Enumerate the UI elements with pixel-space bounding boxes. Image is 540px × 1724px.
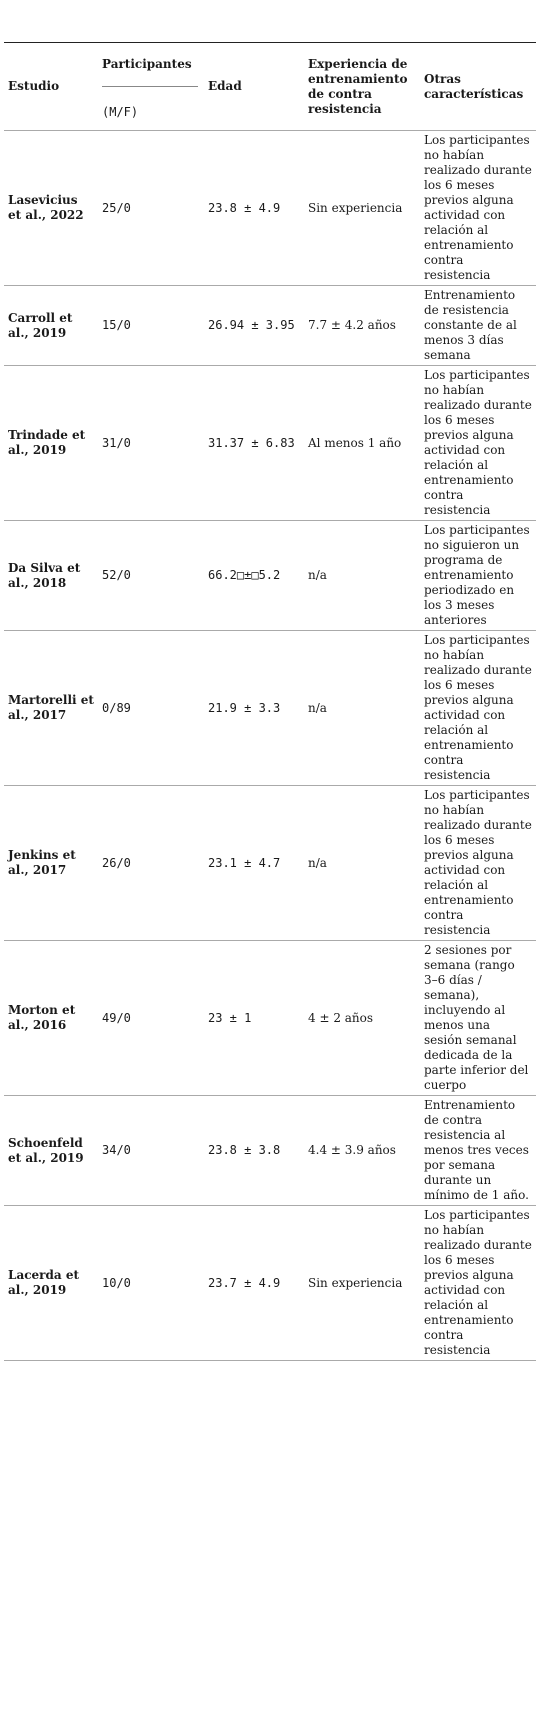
participants-cell: 0/89 (98, 631, 204, 786)
participants-cell: 34/0 (98, 1096, 204, 1206)
header-participants-label: Participantes (102, 57, 192, 71)
other-cell: Entrenamiento de contra resistencia al menos tres veces por semana durante un mínimo de 1 año. (420, 1096, 536, 1206)
age-cell: 23.8 ± 4.9 (204, 131, 304, 286)
other-cell: Entrenamiento de resistencia constante de al menos 3 días semana (420, 286, 536, 366)
table-row (4, 366, 536, 521)
study-cell: Jenkins et al., 2017 (4, 786, 98, 941)
participants-cell: 52/0 (98, 521, 204, 631)
study-cell: Martorelli et al., 2017 (4, 631, 98, 786)
experience-cell: 4 ± 2 años (304, 941, 420, 1096)
study-cell: Lacerda et al., 2019 (4, 1206, 98, 1361)
header-participants (98, 43, 204, 96)
table-row (4, 521, 536, 631)
other-cell: Los participantes no habían realizado durante los 6 meses previos alguna actividad con relación al entrenamiento contra resistencia (420, 786, 536, 941)
table-row (4, 1096, 536, 1206)
study-cell: Schoenfeld et al., 2019 (4, 1096, 98, 1206)
experience-cell: n/a (304, 631, 420, 786)
other-cell: Los participantes no habían realizado durante los 6 meses previos alguna actividad con relación al entrenamiento contra resistencia (420, 131, 536, 286)
study-cell: Trindade et al., 2019 (4, 366, 98, 521)
table-body (4, 131, 536, 1361)
other-cell: Los participantes no siguieron un programa de entrenamiento periodizado en los 3 meses anteriores (420, 521, 536, 631)
age-cell: 23 ± 1 (204, 941, 304, 1096)
header-participants-sub: (M/F) (98, 95, 204, 131)
experience-cell: Sin experiencia (304, 131, 420, 286)
table-row (4, 631, 536, 786)
experience-cell: Al menos 1 año (304, 366, 420, 521)
header-experience: Experiencia de entrenamiento de contra resistencia (304, 43, 420, 131)
header-age: Edad (204, 43, 304, 131)
participants-cell: 25/0 (98, 131, 204, 286)
experience-cell: 7.7 ± 4.2 años (304, 286, 420, 366)
other-cell: Los participantes no habían realizado durante los 6 meses previos alguna actividad con relación al entrenamiento contra resistencia (420, 366, 536, 521)
participants-cell: 10/0 (98, 1206, 204, 1361)
age-cell: 21.9 ± 3.3 (204, 631, 304, 786)
age-cell: 23.8 ± 3.8 (204, 1096, 304, 1206)
age-cell: 66.2□±□5.2 (204, 521, 304, 631)
table-row (4, 941, 536, 1096)
study-cell: Carroll et al., 2019 (4, 286, 98, 366)
participants-cell: 31/0 (98, 366, 204, 521)
other-cell: Los participantes no habían realizado durante los 6 meses previos alguna actividad con relación al entrenamiento contra resistencia (420, 631, 536, 786)
header-other: Otras características (420, 43, 536, 131)
study-cell: Lasevicius et al., 2022 (4, 131, 98, 286)
age-cell: 23.7 ± 4.9 (204, 1206, 304, 1361)
experience-cell: n/a (304, 521, 420, 631)
age-cell: 26.94 ± 3.95 (204, 286, 304, 366)
experience-cell: 4.4 ± 3.9 años (304, 1096, 420, 1206)
header-divider (102, 86, 198, 87)
age-cell: 31.37 ± 6.83 (204, 366, 304, 521)
study-cell: Morton et al., 2016 (4, 941, 98, 1096)
experience-cell: n/a (304, 786, 420, 941)
age-cell: 23.1 ± 4.7 (204, 786, 304, 941)
table-row (4, 786, 536, 941)
other-cell: 2 sesiones por semana (rango 3–6 días / semana), incluyendo al menos una sesión semanal dedicada de la parte inferior del cuerpo (420, 941, 536, 1096)
participants-cell: 49/0 (98, 941, 204, 1096)
table-row (4, 131, 536, 286)
other-cell: Los participantes no habían realizado durante los 6 meses previos alguna actividad con relación al entrenamiento contra resistencia (420, 1206, 536, 1361)
studies-table (4, 42, 536, 1361)
table-row (4, 286, 536, 366)
participants-cell: 26/0 (98, 786, 204, 941)
study-cell: Da Silva et al., 2018 (4, 521, 98, 631)
participants-cell: 15/0 (98, 286, 204, 366)
experience-cell: Sin experiencia (304, 1206, 420, 1361)
header-study: Estudio (4, 43, 98, 131)
table-row (4, 1206, 536, 1361)
